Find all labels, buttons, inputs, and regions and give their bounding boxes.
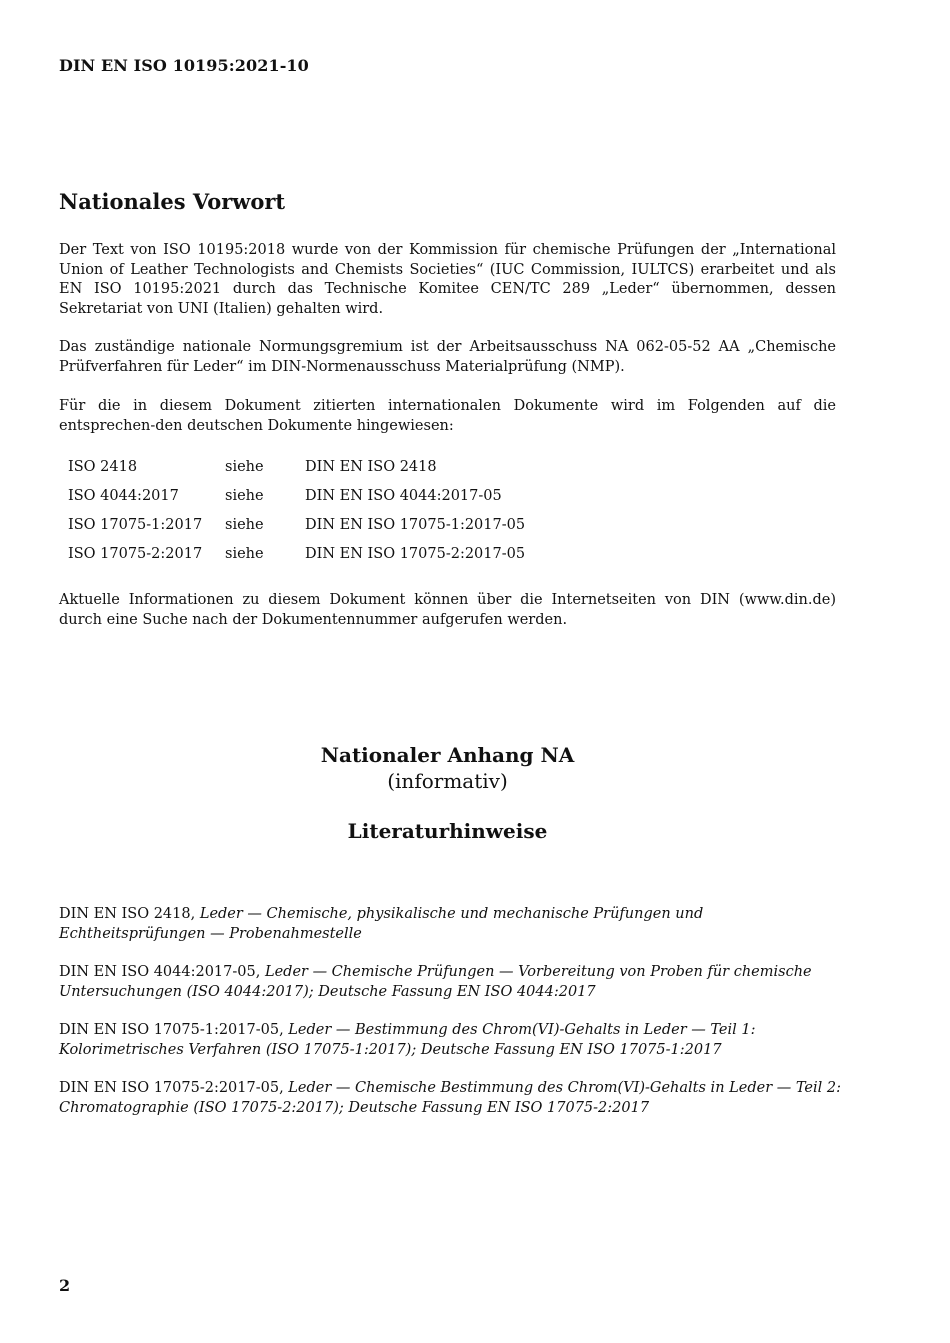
reference-din: DIN EN ISO 2418 [305,459,437,475]
reference-see: siehe [225,488,264,504]
foreword-paragraph-2: Das zuständige nationale Normungsgremium ist der Arbeitsausschuss NA 062-05-52 AA „Chemische Prüfverfahren für Leder“ im DIN-Normenausschuss Materialprüfung (NMP). [59,339,836,375]
reference-table [68,459,605,575]
reference-see: siehe [225,459,264,475]
reference-row [68,459,605,488]
bibliography-number: DIN EN ISO 4044:2017-05, [59,964,261,980]
reference-iso: ISO 2418 [68,459,138,475]
annex-title: Nationaler Anhang NA [320,743,575,767]
reference-row [68,488,605,517]
reference-row [68,517,605,546]
reference-din: DIN EN ISO 17075-1:2017-05 [305,517,526,533]
reference-row [68,546,605,575]
document-id: DIN EN ISO 10195:2021-10 [59,56,309,75]
bibliography-title-text: Leder — Chemische Bestimmung des Chrom(VI)-Gehalts in Leder — Teil 2: Chromatographie (ISO 17075-2:2017); Deutsche Fassung EN ISO 17075-2:2017 [59,1080,841,1116]
bibliography-entry [59,1021,849,1060]
bibliography-entry [59,905,849,944]
foreword-paragraph-4: Aktuelle Informationen zu diesem Dokument können über die Internetseiten von DIN (www.din.de) durch eine Suche nach der Dokumentennummer aufgerufen werden. [59,592,836,628]
foreword-title: Nationales Vorwort [59,189,286,214]
foreword-paragraph-3: Für die in diesem Dokument zitierten internationalen Dokumente wird im Folgenden auf die entsprechen-den deutschen Dokumente hingewiesen: [59,398,836,434]
reference-din: DIN EN ISO 4044:2017-05 [305,488,502,504]
bibliography-title: Literaturhinweise [347,819,548,843]
reference-din: DIN EN ISO 17075-2:2017-05 [305,546,526,562]
bibliography-title-text: Leder — Chemische Prüfungen — Vorbereitung von Proben für chemische Untersuchungen (ISO 4044:2017); Deutsche Fassung EN ISO 4044:2017 [59,964,812,1000]
bibliography-number: DIN EN ISO 17075-1:2017-05, [59,1022,284,1038]
reference-iso: ISO 17075-2:2017 [68,546,203,562]
reference-iso: ISO 17075-1:2017 [68,517,203,533]
annex-subtitle: (informativ) [387,769,508,793]
bibliography-number: DIN EN ISO 17075-2:2017-05, [59,1080,284,1096]
bibliography-entry [59,1079,849,1118]
bibliography-title-text: Leder — Chemische, physikalische und mechanische Prüfungen und Echtheitsprüfungen — Probenahmestelle [59,906,704,942]
bibliography-entry [59,963,849,1002]
page-number: 2 [59,1276,71,1295]
foreword-paragraph-1: Der Text von ISO 10195:2018 wurde von der Kommission für chemische Prüfungen der „International Union of Leather Technologists and Chemists Societies“ (IUC Commission, IULTCS) erarbeitet und als EN ISO 10195:2021 durch das Technische Komitee CEN/TC 289 „Leder“ übernommen, dessen Sekretariat von UNI (Italien) gehalten wird. [59,242,836,317]
reference-iso: ISO 4044:2017 [68,488,179,504]
reference-see: siehe [225,546,264,562]
bibliography-title-text: Leder — Bestimmung des Chrom(VI)-Gehalts in Leder — Teil 1: Kolorimetrisches Verfahren (ISO 17075-1:2017); Deutsche Fassung EN ISO 17075-1:2017 [59,1022,756,1058]
reference-see: siehe [225,517,264,533]
bibliography-number: DIN EN ISO 2418, [59,906,196,922]
